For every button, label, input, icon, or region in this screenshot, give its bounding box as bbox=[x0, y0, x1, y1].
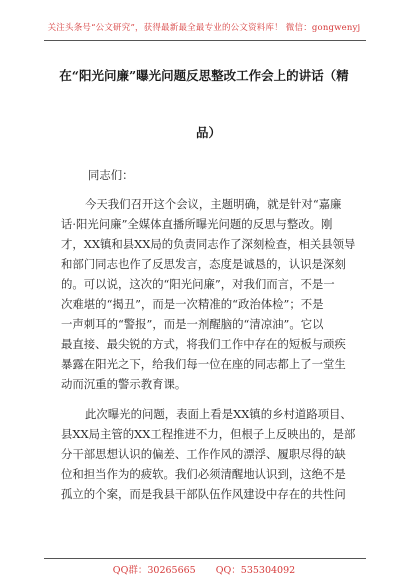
salutation: 同志们： bbox=[88, 168, 134, 182]
body-line: 此次曝光的问题，表面上看是XX镇的乡村道路项目、 bbox=[85, 407, 352, 421]
body-line: 和部门同志也作了反思发言，态度是诚恳的，认识是深刻 bbox=[61, 257, 346, 271]
body-line: 暴露在阳光之下，给我们每一位在座的同志都上了一堂生 bbox=[61, 357, 346, 371]
body-line: 次难堪的“揭丑”，而是一次精准的“政治体检”；不是 bbox=[61, 297, 324, 311]
body-line: 话·阳光问廉”全媒体直播所曝光问题的反思与整改。刚 bbox=[61, 217, 333, 231]
footer-contacts bbox=[0, 562, 408, 576]
body-line: 今天我们召开这个会议，主题明确，就是针对“嘉廉 bbox=[85, 197, 342, 211]
header-banner: 关注头条号“公文研究”，获得最新最全最专业的公文资料库！ 微信：gongwenyj bbox=[47, 23, 361, 33]
header-divider bbox=[44, 40, 366, 41]
body-line: 县XX局主管的XX工程推进不力，但根子上反映出的，是部 bbox=[61, 427, 356, 441]
body-line: 才，XX镇和县XX局的负责同志作了深刻检查，相关县领导 bbox=[61, 237, 356, 251]
footer-divider bbox=[44, 558, 366, 559]
body-line: 最直接、最尖锐的方式，将我们工作中存在的短板与顽疾 bbox=[61, 337, 346, 351]
document-title: 在“阳光问廉”曝光问题反思整改工作会上的讲话（精 bbox=[59, 68, 349, 83]
body-line: 孤立的个案，而是我县干部队伍作风建设中存在的共性问 bbox=[61, 487, 346, 501]
footer-qq-contact: QQ：535304092 bbox=[215, 565, 296, 576]
body-line: 的。可以说，这次的“阳光问廉”，对我们而言，不是一 bbox=[61, 277, 335, 291]
footer-qq-group: QQ群：30265665 bbox=[112, 565, 196, 576]
body-line: 位和担当作为的疲软。我们必须清醒地认识到，这绝不是 bbox=[61, 467, 346, 481]
body-line: 分干部思想认识的偏差、工作作风的漂浮、履职尽得的缺 bbox=[61, 447, 346, 461]
body-line: 动而沉重的警示教育课。 bbox=[61, 377, 187, 391]
document-title-continuation: 品） bbox=[196, 125, 222, 140]
body-line: 一声刺耳的“警报”，而是一剂醒脑的“清凉油”。它以 bbox=[61, 317, 324, 331]
